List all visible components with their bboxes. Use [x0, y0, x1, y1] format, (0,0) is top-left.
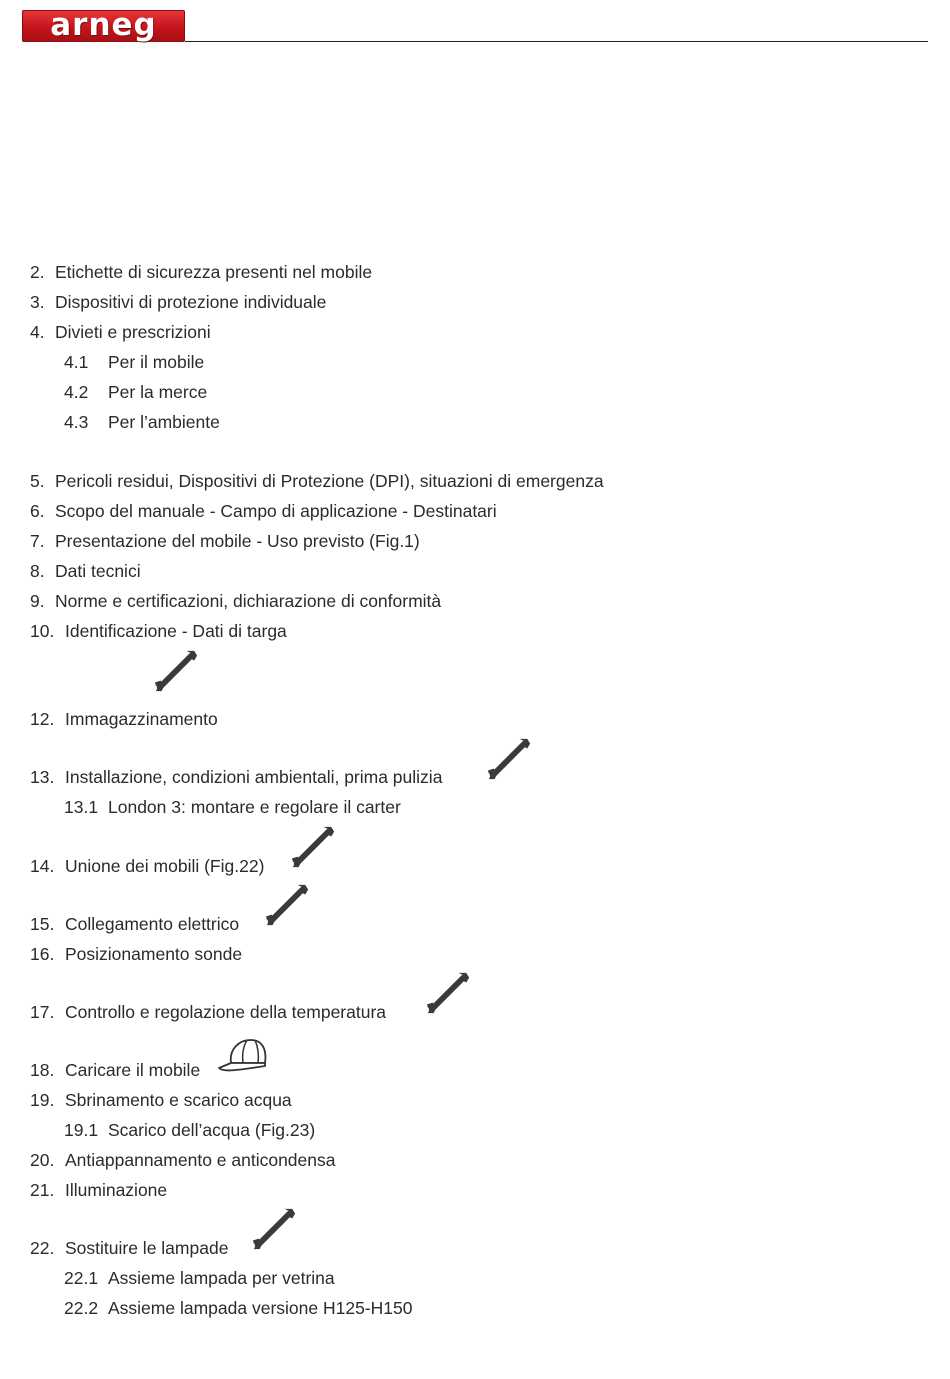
toc-number: 19.1: [64, 1120, 99, 1140]
wrench-icon: [423, 969, 473, 1017]
toc-number: 4.: [30, 322, 45, 342]
toc-item-19-1[interactable]: [64, 1119, 315, 1141]
toc-number: 22.1: [64, 1268, 99, 1288]
toc-item-16[interactable]: [30, 943, 242, 965]
toc-text: Immagazzinamento: [65, 709, 218, 729]
toc-item-7[interactable]: [30, 530, 420, 552]
toc-text: Posizionamento sonde: [65, 944, 243, 964]
toc-text: Per la merce: [108, 382, 208, 402]
toc-item-4-3[interactable]: [64, 411, 220, 433]
toc-number: 22.2: [64, 1298, 99, 1318]
toc-text: Collegamento elettrico: [65, 914, 240, 934]
toc-item-12[interactable]: [30, 708, 218, 730]
toc-item-14[interactable]: [30, 855, 264, 877]
wrench-icon: [249, 1205, 299, 1253]
toc-item-6[interactable]: [30, 500, 497, 522]
toc-number: 4.3: [64, 412, 89, 432]
toc-text: Pericoli residui, Dispositivi di Protezione (DPI), situazioni di emergenza: [55, 471, 604, 491]
toc-item-8[interactable]: [30, 560, 141, 582]
toc-number: 13.: [30, 767, 55, 787]
toc-item-17[interactable]: [30, 1001, 386, 1023]
toc-number: 7.: [30, 531, 45, 551]
toc-item-13[interactable]: [30, 766, 442, 788]
toc-number: 5.: [30, 471, 45, 491]
toc-number: 8.: [30, 561, 45, 581]
toc-item-22[interactable]: [30, 1237, 228, 1259]
toc-item-9[interactable]: [30, 590, 441, 612]
toc-number: 21.: [30, 1180, 55, 1200]
toc-text: Sostituire le lampade: [65, 1238, 229, 1258]
toc-item-4[interactable]: [30, 321, 211, 343]
toc-text: Dati tecnici: [55, 561, 141, 581]
toc-number: 20.: [30, 1150, 55, 1170]
toc-number: 22.: [30, 1238, 55, 1258]
toc-text: Etichette di sicurezza presenti nel mobile: [55, 262, 373, 282]
arneg-logo: [22, 7, 185, 43]
toc-number: 10.: [30, 621, 55, 641]
toc-text: Per il mobile: [108, 352, 205, 372]
toc-item-18[interactable]: [30, 1059, 200, 1081]
toc-text: Assieme lampada versione H125-H150: [108, 1298, 413, 1318]
toc-text: Controllo e regolazione della temperatura: [65, 1002, 387, 1022]
toc-text: London 3: montare e regolare il carter: [108, 797, 401, 817]
logo-text: arneg: [50, 7, 157, 43]
toc-item-3[interactable]: [30, 291, 326, 313]
toc-number: 17.: [30, 1002, 55, 1022]
toc-text: Installazione, condizioni ambientali, prima pulizia: [65, 767, 443, 787]
toc-item-5[interactable]: [30, 470, 604, 492]
toc-item-4-1[interactable]: [64, 351, 204, 373]
cap-icon: [217, 1037, 269, 1077]
toc-text: Caricare il mobile: [65, 1060, 201, 1080]
toc-text: Antiappannamento e anticondensa: [65, 1150, 336, 1170]
toc-text: Norme e certificazioni, dichiarazione di conformità: [55, 591, 442, 611]
toc-text: Scopo del manuale - Campo di applicazione - Destinatari: [55, 501, 497, 521]
toc-text: Sbrinamento e scarico acqua: [65, 1090, 292, 1110]
toc-number: 4.1: [64, 352, 89, 372]
toc-item-2[interactable]: [30, 261, 372, 283]
toc-item-15[interactable]: [30, 913, 239, 935]
toc-text: Illuminazione: [65, 1180, 168, 1200]
toc-text: Identificazione - Dati di targa: [65, 621, 287, 641]
toc-number: 4.2: [64, 382, 89, 402]
toc-text: Assieme lampada per vetrina: [108, 1268, 335, 1288]
header-rule: [185, 41, 928, 42]
toc-item-22-1[interactable]: [64, 1267, 335, 1289]
toc-number: 18.: [30, 1060, 55, 1080]
toc-number: 9.: [30, 591, 45, 611]
toc-text: Per l’ambiente: [108, 412, 220, 432]
toc-number: 3.: [30, 292, 45, 312]
wrench-icon: [288, 823, 338, 871]
toc-number: 13.1: [64, 797, 99, 817]
toc-number: 12.: [30, 709, 55, 729]
wrench-icon: [151, 647, 201, 695]
toc-text: Presentazione del mobile - Uso previsto (Fig.1): [55, 531, 420, 551]
toc-text: Unione dei mobili (Fig.22): [65, 856, 265, 876]
toc-number: 6.: [30, 501, 45, 521]
toc-number: 15.: [30, 914, 55, 934]
toc-item-22-2[interactable]: [64, 1297, 412, 1319]
toc-text: Divieti e prescrizioni: [55, 322, 211, 342]
toc-number: 14.: [30, 856, 55, 876]
toc-number: 16.: [30, 944, 55, 964]
toc-number: 19.: [30, 1090, 55, 1110]
toc-text: Dispositivi di protezione individuale: [55, 292, 327, 312]
wrench-icon: [262, 881, 312, 929]
toc-item-10[interactable]: [30, 620, 287, 642]
toc-item-21[interactable]: [30, 1179, 167, 1201]
toc-number: 2.: [30, 262, 45, 282]
toc-item-13-1[interactable]: [64, 796, 401, 818]
toc-item-19[interactable]: [30, 1089, 292, 1111]
toc-text: Scarico dell’acqua (Fig.23): [108, 1120, 316, 1140]
toc-item-20[interactable]: [30, 1149, 336, 1171]
wrench-icon: [484, 735, 534, 783]
toc-item-4-2[interactable]: [64, 381, 207, 403]
